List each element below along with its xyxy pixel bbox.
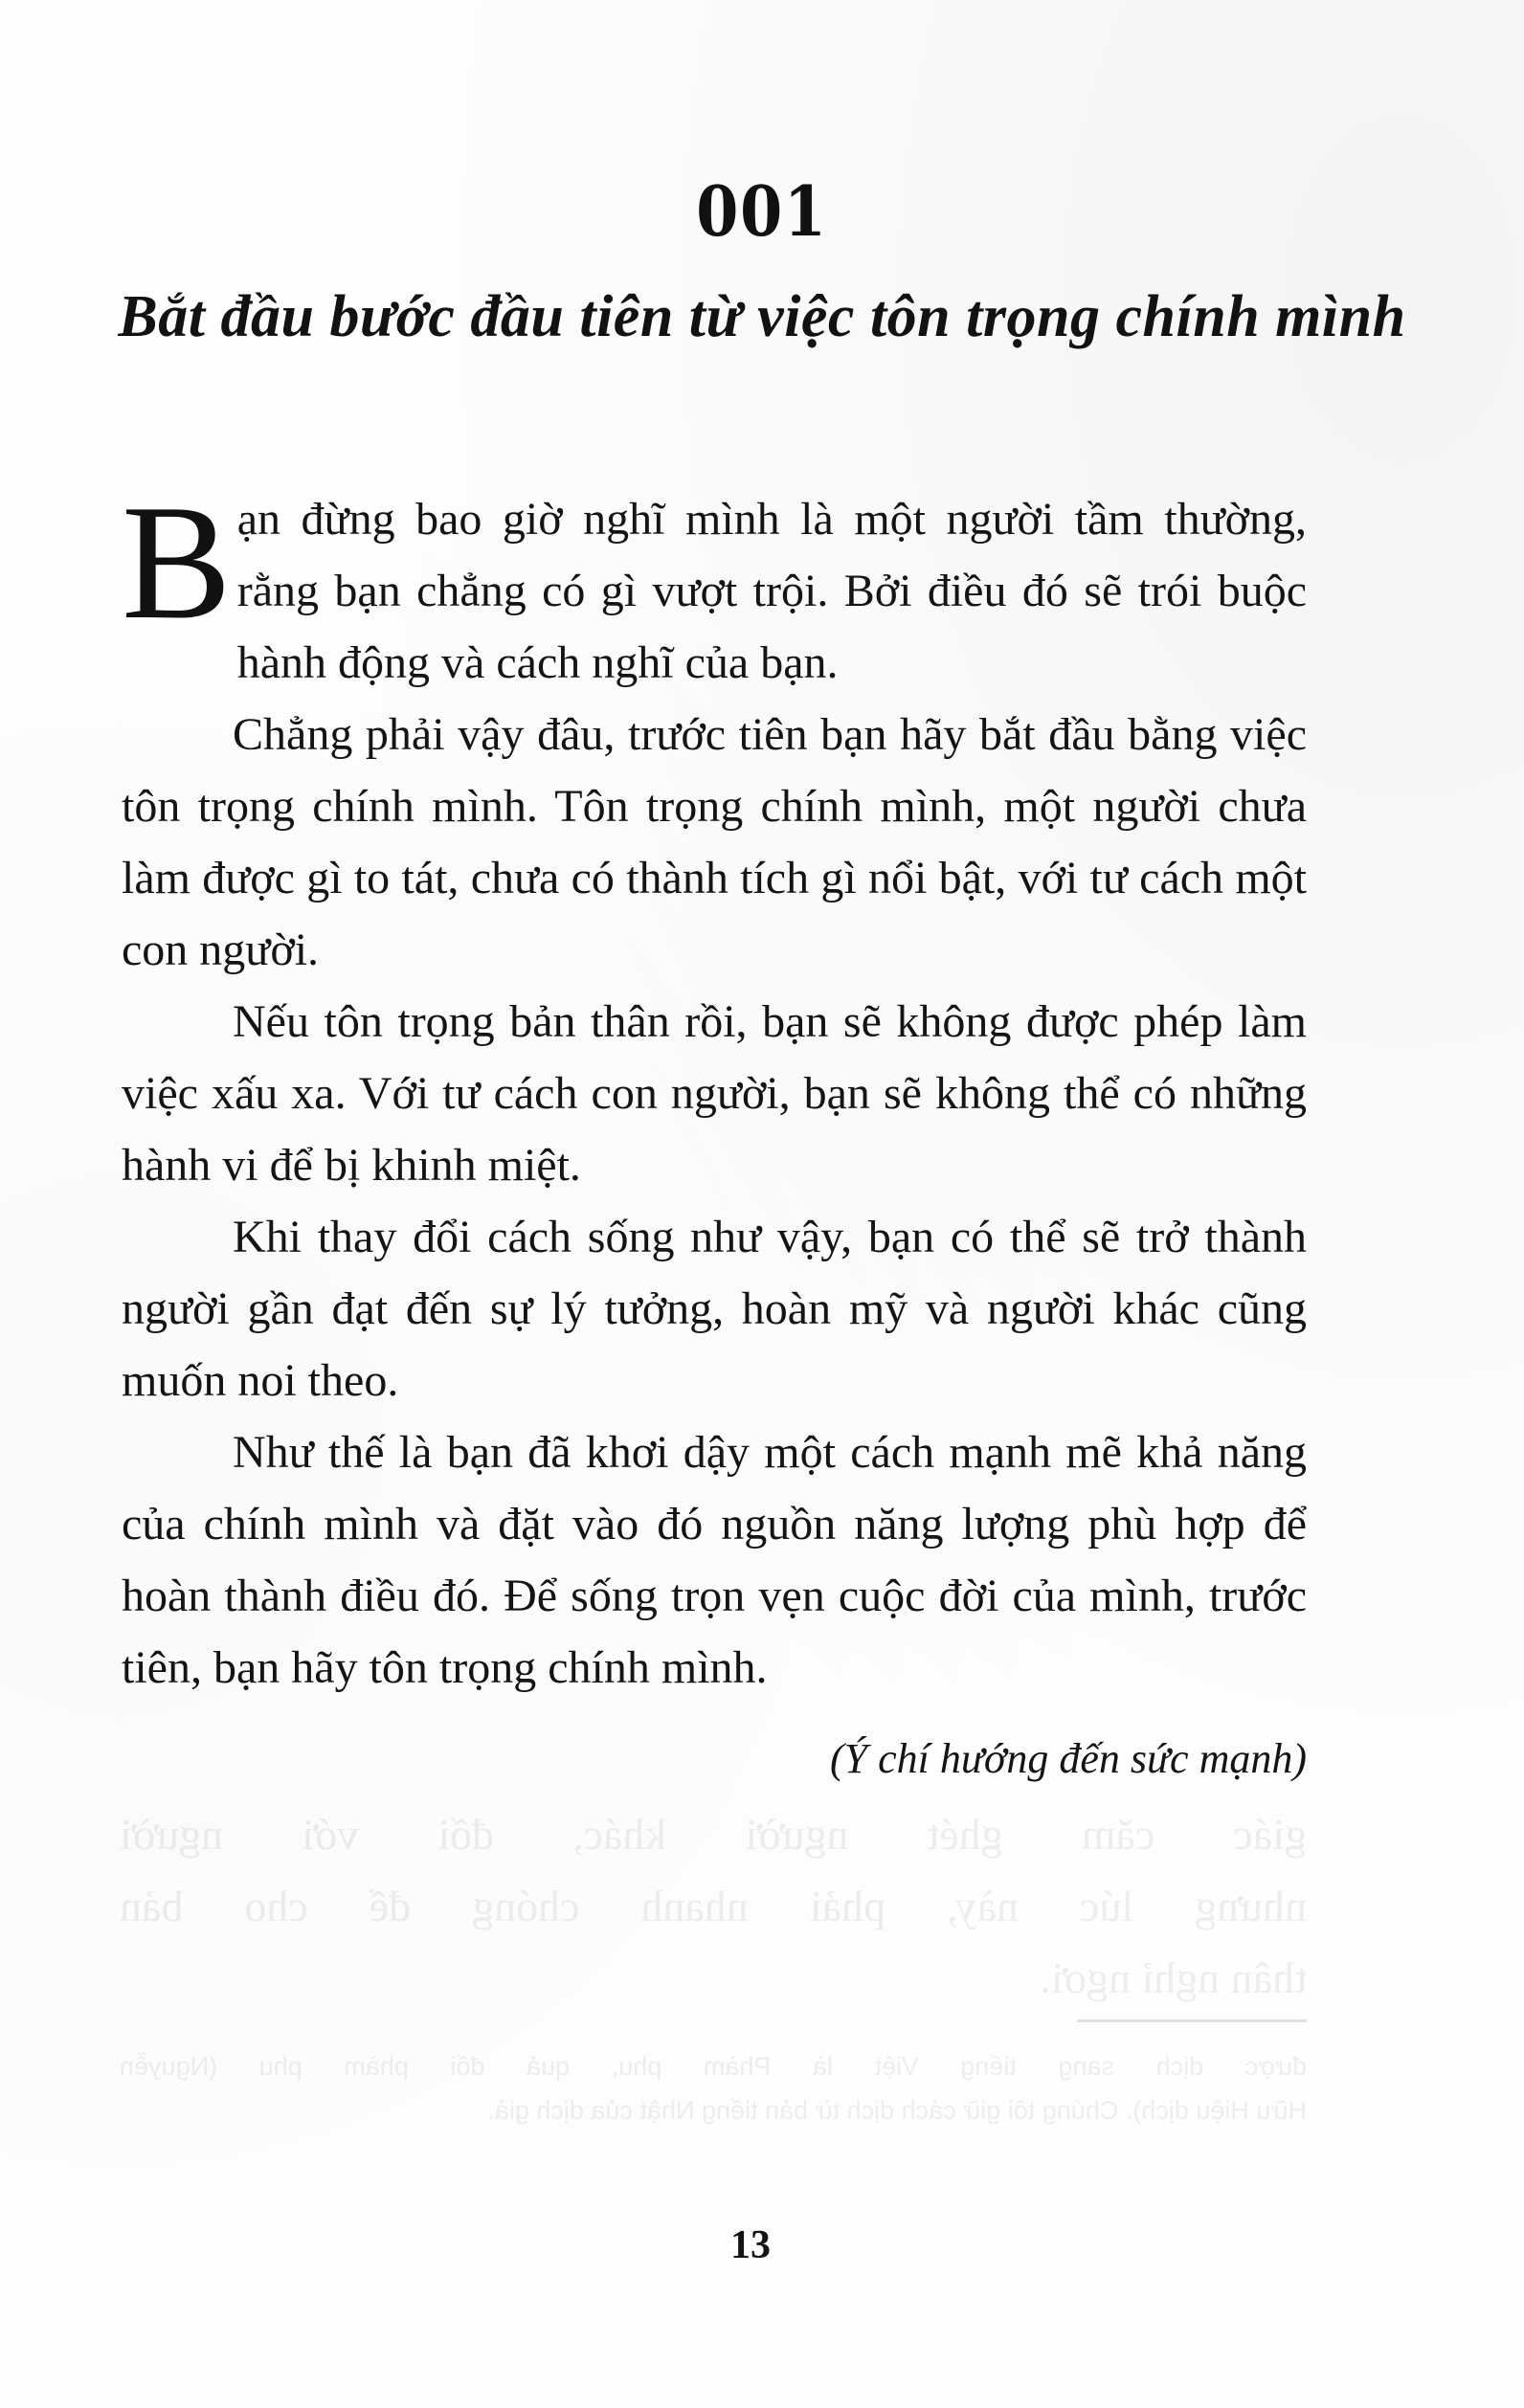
page-number: 13 — [730, 2223, 771, 2267]
paragraph-1 — [122, 472, 1307, 699]
source-attribution: (Ý chí hướng đến sức mạnh) — [830, 1735, 1307, 1782]
paragraph-2: Chẳng phải vậy đâu, trước tiên bạn hãy bắt đầu bằng việc tôn trọng chính mình. Tôn trọng chính mình, một người chưa làm được gì to tát, chưa có thành tích gì nổi bật, với tư cách một con người. — [122, 709, 1307, 975]
paragraph-text: ạn đừng bao giờ nghĩ mình là một người tầm thường, rằng bạn chẳng có gì vượt trội. Bởi điều đó sẽ trói buộc hành động và cách nghĩ của bạn. — [236, 494, 1307, 688]
paragraph-5: Như thế là bạn đã khơi dậy một cách mạnh mẽ khả năng của chính mình và đặt vào đó nguồn năng lượng phù hợp để hoàn thành điều đó. Để sống trọn vẹn cuộc đời của mình, trước tiên, bạn hãy tôn trọng chính mình. — [122, 1427, 1307, 1693]
bleed-line: giác căm ghét người khác, đối với người — [120, 1810, 1307, 1859]
bleed-line: thân nghỉ ngơi. — [1040, 1953, 1307, 2002]
chapter-body — [122, 472, 1307, 1704]
bleed-line: nhưng lúc này, phải nhanh chóng để cho bản — [120, 1882, 1307, 1930]
bleed-footnote-line: Hữu Hiệu dịch). Chúng tôi giữ cách dịch từ bản tiếng Nhật của dịch giả. — [487, 2096, 1307, 2125]
bleed-footnote-rule — [1077, 2019, 1307, 2022]
paragraph-4: Khi thay đổi cách sống như vậy, bạn có thể sẽ trở thành người gần đạt đến sự lý tưởng, hoàn mỹ và người khác cũng muốn noi theo. — [122, 1212, 1307, 1406]
drop-cap: B — [122, 472, 232, 654]
chapter-title: Bắt đầu bước đầu tiên từ việc tôn trọng chính mình — [118, 284, 1406, 349]
paragraph-3: Nếu tôn trọng bản thân rồi, bạn sẽ không được phép làm việc xấu xa. Với tư cách con người, bạn sẽ không thể có những hành vi để bị khinh miệt. — [122, 996, 1307, 1191]
bleed-through-footnote — [120, 2048, 1307, 2144]
chapter-number: 001 — [696, 170, 828, 252]
bleed-through-text — [120, 1799, 1307, 2048]
bleed-footnote-line: được dịch sang tiếng Việt là Phàm phu, quả đối phàm phu (Nguyễn — [120, 2052, 1307, 2081]
